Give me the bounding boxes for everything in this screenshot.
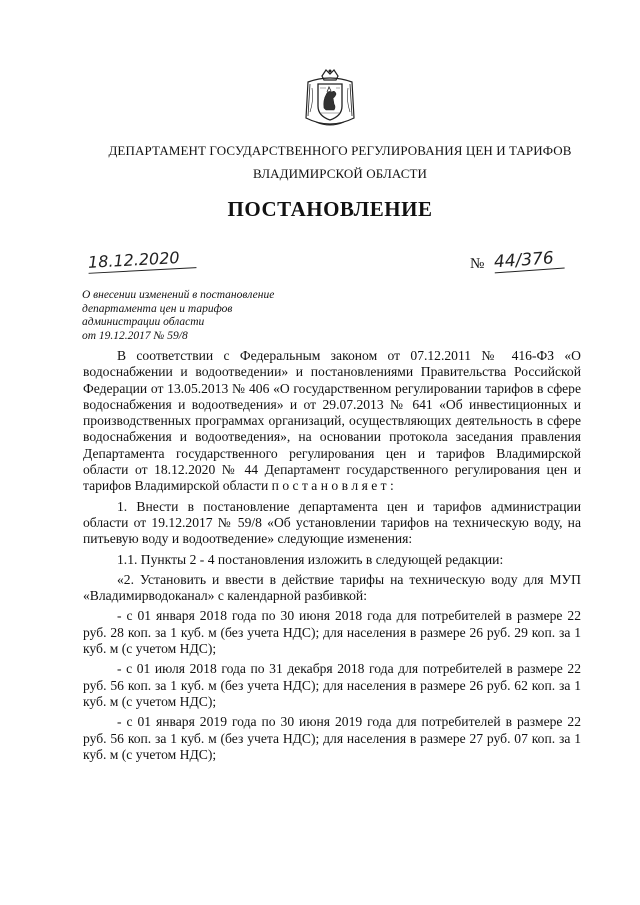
quoted-item-2: «2. Установить и ввести в действие тарифы на техническую воду для МУП «Владимирводоканал» с календарной разбивкой: [83, 571, 581, 604]
preamble-text: В соответствии с Федеральным законом от 07.12.2011 № 416-ФЗ «О водоснабжении и водоотведении» и постановлениями Правительства Российской Федерации от 13.05.2013 № 406 «О государственном регулировании тарифов в сфере водоснабжения и водоотведения» и от 29.07.2013 № 641 «Об инвестиционных и производственных программах организаций, осуществляющих деятельность в сфере водоснабжения и водоотведения», на основании протокола заседания правления Департамента государственного регулирования цен и тарифов Владимирской области от 18.12.2020 № 44 Департамент государственного регулирования цен и тарифов Владимирской области [83, 348, 581, 494]
subject-line: департамента цен и тарифов [82, 302, 233, 315]
department-name-line1: ДЕПАРТАМЕНТ ГОСУДАРСТВЕННОГО РЕГУЛИРОВАНИЯ ЦЕН И ТАРИФОВ [108, 143, 572, 158]
resolves-word: п о с т а н о в л я е т : [271, 478, 394, 494]
document-body [83, 348, 581, 763]
tariff-period-item: - с 01 января 2019 года по 30 июня 2019 года для потребителей в размере 22 руб. 56 коп. за 1 куб. м (без учета НДС); для населения в размере 27 руб. 07 коп. за 1 куб. м (с учетом НДС); [83, 714, 581, 762]
subject-line: от 19.12.2017 № 59/8 [82, 329, 188, 342]
handwritten-document-number: 44/376 [493, 248, 564, 274]
document-subject [82, 289, 312, 343]
coat-of-arms-icon [302, 68, 358, 130]
tariff-period-item: - с 01 января 2018 года по 30 июня 2018 года для потребителей в размере 22 руб. 28 коп. за 1 куб. м (без учета НДС); для населения в размере 26 руб. 29 коп. за 1 куб. м (с учетом НДС); [83, 608, 581, 657]
subject-line: администрации области [82, 316, 205, 328]
item-1-1: 1.1. Пункты 2 - 4 постановления изложить в следующей редакции: [117, 551, 504, 567]
handwritten-date: 18.12.2020 [88, 247, 197, 274]
department-name-line2: ВЛАДИМИРСКОЙ ОБЛАСТИ [252, 166, 428, 181]
preamble-paragraph [83, 348, 581, 495]
item-1: 1. Внести в постановление департамента цен и тарифов администрации области от 19.12.2017 № 59/8 «Об установлении тарифов на техническую воду, на питьевую воду и водоотведение» следующие изменения: [83, 498, 581, 547]
tariff-period-item: - с 01 июля 2018 года по 31 декабря 2018 года для потребителей в размере 22 руб. 56 коп. за 1 куб. м (без учета НДС); для населения в размере 26 руб. 62 коп. за 1 куб. м (с учетом НДС); [83, 661, 581, 709]
subject-line: О внесении изменений в постановление [82, 289, 275, 301]
number-sign: № [470, 256, 485, 272]
document-title: ПОСТАНОВЛЕНИЕ [227, 197, 433, 221]
